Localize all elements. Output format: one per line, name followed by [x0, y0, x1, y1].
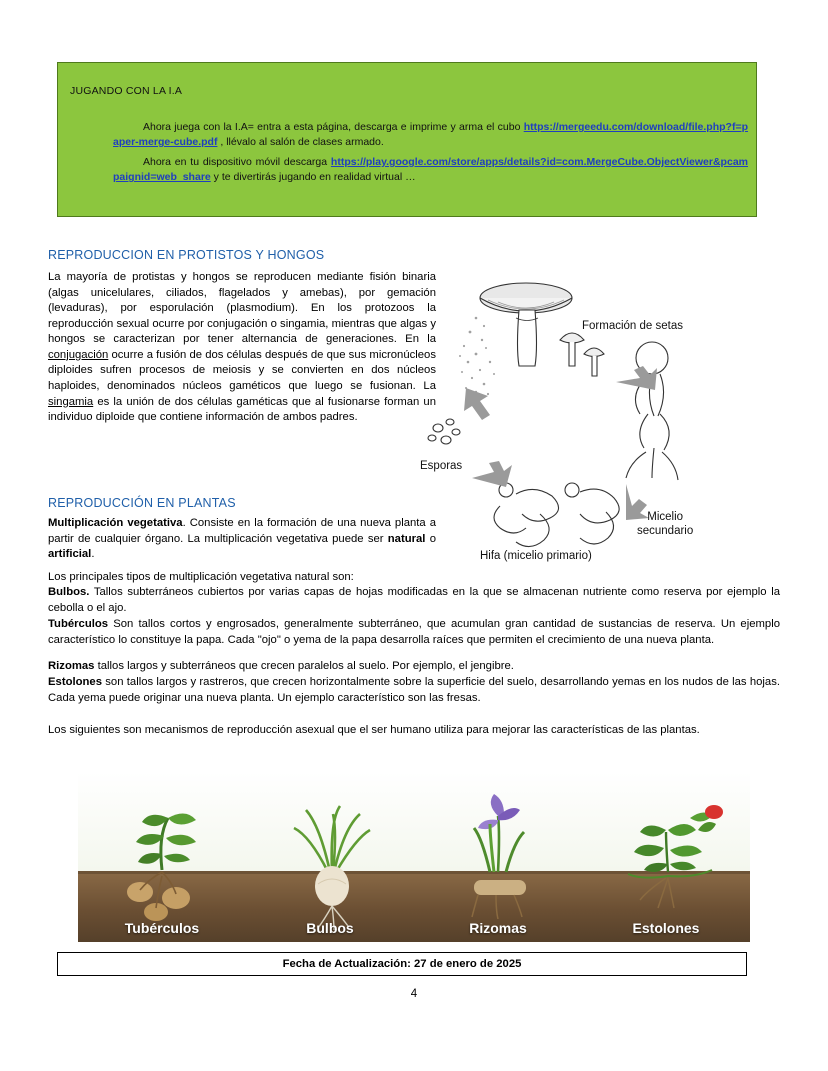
heading-reproduccion-plantas: REPRODUCCIÓN EN PLANTAS	[48, 496, 236, 510]
potato-plant	[127, 813, 196, 921]
tuberculos-text: Son tallos cortos y engrosados, generalmente subterráneo, que acumulan gran cantidad de sustancias de reserva. Un ejemplo característico lo constituye la papa. Cada "ojo" o yema de la papa desarrolla raíces que permiten el crecimiento de una nueva planta.	[48, 618, 780, 646]
paragraph-mecanismos-asexuales: Los siguientes son mecanismos de reproducción asexual que el ser humano utiliza para mejorar las características de las plantas.	[48, 724, 700, 736]
paragraph-multiplicacion-vegetativa	[48, 516, 436, 563]
plant-caption-estolones: Estolones	[632, 920, 700, 936]
term-conjugacion: conjugación	[48, 348, 109, 361]
plant-caption-row	[78, 920, 750, 936]
rhizome-plant	[472, 794, 526, 919]
term-natural: natural	[387, 532, 426, 545]
mergeedu-cube-link[interactable]: https://mergeedu.com/download/file.php?f=paper-merge-cube.pdf	[113, 121, 748, 149]
callout-paragraph-2	[113, 155, 748, 185]
paragraph-bulbos	[48, 585, 780, 616]
term-singamia: singamia	[48, 395, 94, 408]
vegetativa-end: .	[91, 548, 95, 561]
figure-label-esporas: Esporas	[420, 460, 463, 472]
bulbos-text: Tallos subterráneos cubiertos por varias capas de hojas modificadas en la que se almacenan nutriente como reserva por ejemplo la cebolla o el ajo.	[48, 586, 780, 614]
vegetativa-o: o	[425, 532, 436, 545]
protistas-text-a: La mayoría de protistas y hongos se reproducen mediante fisión binaria (algas unicelulares, ciliados, flagelados y amebas), por gemación (levaduras), por esporulación (plasmodium). En los protozoos la reproducción sexual ocurre por conjugación o singamia, mientras que algas y hongos se caracterizan por tener alternancia de generaciones. En la	[48, 271, 436, 346]
label-tuberculos: Tubérculos	[48, 618, 109, 630]
figure-label-micelio-secundario	[637, 510, 693, 539]
estolones-text: son tallos largos y rastreros, que crecen horizontalmente sobre la superficie del suelo, desarrollando yemas en los nudos de las hojas. Cada yema puede originar una nueva planta. Un ejemplo característico son las fresas.	[48, 676, 780, 704]
plant-reproduction-illustration	[78, 772, 750, 942]
paragraph-protistas-hongos	[48, 270, 436, 426]
label-multiplicacion-vegetativa: Multiplicación vegetativa	[48, 517, 183, 529]
plant-caption-tuberculos: Tubérculos	[124, 920, 200, 936]
figure-label-hifa: Hifa (micelio primario)	[480, 550, 592, 562]
callout-p2-post: y te divertirás jugando en realidad virtual …	[210, 171, 416, 184]
paragraph-tuberculos	[48, 617, 780, 648]
paragraph-tipos-multiplicacion: Los principales tipos de multiplicación vegetativa natural son:	[48, 571, 354, 583]
callout-paragraph-1	[113, 120, 748, 150]
callout-box	[57, 62, 757, 217]
plants-svg	[78, 772, 750, 942]
micelio-line-2: secundario	[637, 525, 694, 538]
bulb-plant	[294, 806, 370, 930]
figure-label-formacion-setas: Formación de setas	[582, 320, 683, 332]
footer-update-box	[57, 952, 747, 976]
heading-reproduccion-protistas-hongos: REPRODUCCION EN PROTISTOS Y HONGOS	[48, 248, 325, 262]
micelio-line-1: Micelio	[647, 511, 684, 523]
stolon-plant	[628, 805, 723, 908]
fungus-life-cycle-figure	[420, 262, 765, 582]
label-estolones: Estolones	[48, 676, 102, 688]
label-rizomas: Rizomas	[48, 660, 95, 672]
paragraph-estolones	[48, 675, 780, 706]
callout-p1-pre: Ahora juega con la I.A= entra a esta página, descarga e imprime y arma el cubo	[143, 121, 524, 133]
page-number: 4	[410, 988, 418, 1000]
vegetativa-text-a: . Consiste en la formación de una nueva planta a partir de cualquier órgano. La multiplicación vegetativa puede ser	[48, 517, 436, 545]
paragraph-rizomas	[48, 659, 780, 675]
protistas-text-c: es la unión de dos células gaméticas que al fusionarse forman un individuo diploide que contiene información de ambos padres.	[48, 395, 436, 424]
footer-update-text: Fecha de Actualización: 27 de enero de 2025	[282, 958, 522, 970]
term-artificial: artificial	[48, 548, 92, 561]
label-bulbos: Bulbos.	[48, 586, 90, 598]
rizomas-text: tallos largos y subterráneos que crecen paralelos al suelo. Por ejemplo, el jengibre.	[94, 660, 514, 672]
callout-title: JUGANDO CON LA I.A	[70, 85, 183, 97]
callout-p1-post: , llévalo al salón de clases armado.	[217, 136, 384, 149]
plant-caption-bulbos: Bulbos	[306, 920, 354, 936]
google-play-mergecube-link[interactable]: https://play.google.com/store/apps/details?id=com.MergeCube.ObjectViewer&pcampaignid=web_share	[113, 156, 748, 184]
plant-caption-rizomas: Rizomas	[469, 920, 527, 936]
protistas-text-b: ocurre a fusión de dos células después de que sus micronúcleos diploides sufren procesos de meiosis y se convierten en dos núcleos haploides, denominados núcleos gaméticos que luego se fusionan. La	[48, 348, 436, 393]
callout-p2-pre: Ahora en tu dispositivo móvil descarga	[143, 156, 331, 168]
fungus-diagram-svg	[420, 262, 765, 582]
